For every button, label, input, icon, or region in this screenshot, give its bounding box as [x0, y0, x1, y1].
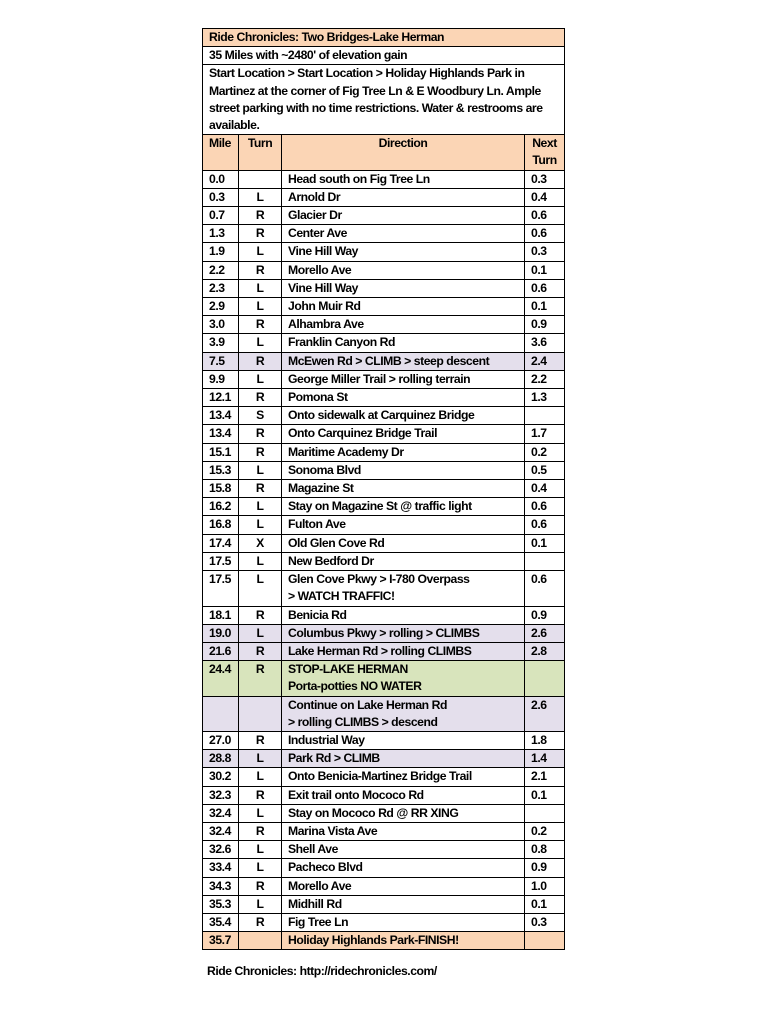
cue-row — [203, 768, 565, 786]
cue-direction: Stay on Mococo Rd @ RR XING — [282, 804, 525, 822]
cue-row — [203, 642, 565, 660]
cue-mile: 1.9 — [203, 243, 239, 261]
cue-mile: 35.3 — [203, 895, 239, 913]
cue-turn: L — [239, 461, 282, 479]
cue-next-turn: 0.4 — [525, 480, 565, 498]
cue-mile: 16.2 — [203, 498, 239, 516]
cue-next-turn: 0.8 — [525, 841, 565, 859]
cue-row — [203, 243, 565, 261]
cue-mile: 13.4 — [203, 407, 239, 425]
cue-row — [203, 516, 565, 534]
cue-next-turn: 1.7 — [525, 425, 565, 443]
cue-row — [203, 352, 565, 370]
cue-mile: 9.9 — [203, 370, 239, 388]
cue-mile: 0.7 — [203, 207, 239, 225]
cue-row — [203, 316, 565, 334]
column-header-row — [203, 135, 565, 170]
cue-next-turn: 0.6 — [525, 516, 565, 534]
cue-turn: L — [239, 841, 282, 859]
cue-row — [203, 932, 565, 950]
cue-turn: R — [239, 786, 282, 804]
cue-mile: 13.4 — [203, 425, 239, 443]
cue-next-turn: 0.1 — [525, 786, 565, 804]
cue-direction: Continue on Lake Herman Rd > rolling CLIMBS > descend — [282, 696, 525, 731]
cue-row — [203, 370, 565, 388]
cue-turn: L — [239, 370, 282, 388]
cue-row — [203, 552, 565, 570]
cue-mile: 17.4 — [203, 534, 239, 552]
cue-direction: Exit trail onto Mococo Rd — [282, 786, 525, 804]
cue-direction: Vine Hill Way — [282, 243, 525, 261]
cue-direction: Onto sidewalk at Carquinez Bridge — [282, 407, 525, 425]
cue-mile: 32.4 — [203, 804, 239, 822]
cue-row — [203, 498, 565, 516]
cue-mile: 3.0 — [203, 316, 239, 334]
cue-row — [203, 877, 565, 895]
cue-turn: L — [239, 188, 282, 206]
cue-next-turn: 0.9 — [525, 316, 565, 334]
cue-next-turn: 0.1 — [525, 261, 565, 279]
cue-mile: 35.7 — [203, 932, 239, 950]
cue-next-turn: 0.9 — [525, 859, 565, 877]
cue-direction: Fig Tree Ln — [282, 913, 525, 931]
cue-turn: R — [239, 316, 282, 334]
sheet-subtitle: 35 Miles with ~2480' of elevation gain — [203, 47, 565, 65]
cue-direction: Morello Ave — [282, 261, 525, 279]
cue-turn: R — [239, 606, 282, 624]
cue-next-turn: 0.6 — [525, 225, 565, 243]
cue-row — [203, 407, 565, 425]
cue-direction: Glen Cove Pkwy > I-780 Overpass > WATCH TRAFFIC! — [282, 571, 525, 606]
start-location-text: Start Location > Start Location > Holiday Highlands Park in Martinez at the corner of Fig Tree Ln & E Woodbury Ln. Ample street parking with no time restrictions. Water & restrooms are available. — [203, 65, 565, 135]
cue-turn: R — [239, 661, 282, 696]
cue-turn: R — [239, 225, 282, 243]
cue-direction: Lake Herman Rd > rolling CLIMBS — [282, 642, 525, 660]
cue-mile: 24.4 — [203, 661, 239, 696]
cue-mile: 33.4 — [203, 859, 239, 877]
cue-row — [203, 731, 565, 749]
cue-next-turn: 0.4 — [525, 188, 565, 206]
cue-row — [203, 624, 565, 642]
cue-turn: L — [239, 334, 282, 352]
cue-mile: 0.0 — [203, 170, 239, 188]
cue-turn — [239, 696, 282, 731]
cue-turn: L — [239, 804, 282, 822]
cue-row — [203, 661, 565, 696]
footer-credit: Ride Chronicles: http://ridechronicles.com/ — [207, 964, 437, 978]
cue-direction: Shell Ave — [282, 841, 525, 859]
cue-next-turn: 2.6 — [525, 696, 565, 731]
cue-turn: R — [239, 261, 282, 279]
cue-direction: Benicia Rd — [282, 606, 525, 624]
cue-next-turn: 0.6 — [525, 571, 565, 606]
cue-next-turn: 1.8 — [525, 731, 565, 749]
cue-turn: S — [239, 407, 282, 425]
cue-direction: Midhill Rd — [282, 895, 525, 913]
cue-mile: 2.9 — [203, 298, 239, 316]
cue-row — [203, 443, 565, 461]
cue-next-turn: 0.3 — [525, 913, 565, 931]
cue-mile: 12.1 — [203, 389, 239, 407]
cue-mile: 2.2 — [203, 261, 239, 279]
cue-next-turn: 2.4 — [525, 352, 565, 370]
start-location-row — [203, 65, 565, 135]
cue-row — [203, 913, 565, 931]
cue-next-turn — [525, 552, 565, 570]
cue-direction: Franklin Canyon Rd — [282, 334, 525, 352]
cue-mile: 32.4 — [203, 822, 239, 840]
cue-direction: Glacier Dr — [282, 207, 525, 225]
cue-next-turn: 0.1 — [525, 298, 565, 316]
cue-turn: R — [239, 877, 282, 895]
cue-turn: R — [239, 642, 282, 660]
cue-direction: Vine Hill Way — [282, 279, 525, 297]
cue-next-turn: 0.2 — [525, 443, 565, 461]
cue-mile: 1.3 — [203, 225, 239, 243]
cue-next-turn: 1.0 — [525, 877, 565, 895]
cue-next-turn: 0.6 — [525, 498, 565, 516]
cue-turn: L — [239, 859, 282, 877]
cue-direction: Holiday Highlands Park-FINISH! — [282, 932, 525, 950]
cue-direction: Marina Vista Ave — [282, 822, 525, 840]
cue-direction: Pacheco Blvd — [282, 859, 525, 877]
cue-mile: 18.1 — [203, 606, 239, 624]
cue-next-turn — [525, 804, 565, 822]
cue-next-turn: 0.3 — [525, 170, 565, 188]
cue-row — [203, 859, 565, 877]
cue-next-turn: 2.6 — [525, 624, 565, 642]
cue-mile: 28.8 — [203, 750, 239, 768]
cue-next-turn: 0.1 — [525, 534, 565, 552]
cue-turn: R — [239, 731, 282, 749]
cue-direction: John Muir Rd — [282, 298, 525, 316]
cue-mile: 0.3 — [203, 188, 239, 206]
cue-mile: 21.6 — [203, 642, 239, 660]
cue-mile: 15.1 — [203, 443, 239, 461]
cue-next-turn: 2.1 — [525, 768, 565, 786]
cue-direction: Fulton Ave — [282, 516, 525, 534]
cue-mile: 27.0 — [203, 731, 239, 749]
cue-turn: L — [239, 298, 282, 316]
cue-next-turn: 0.5 — [525, 461, 565, 479]
cue-row — [203, 822, 565, 840]
cue-row — [203, 895, 565, 913]
cue-turn: L — [239, 552, 282, 570]
cue-direction: Morello Ave — [282, 877, 525, 895]
cue-turn: R — [239, 822, 282, 840]
cue-mile: 34.3 — [203, 877, 239, 895]
cue-mile: 19.0 — [203, 624, 239, 642]
cue-direction: Maritime Academy Dr — [282, 443, 525, 461]
cue-next-turn: 2.8 — [525, 642, 565, 660]
cue-row — [203, 461, 565, 479]
cue-turn: L — [239, 750, 282, 768]
col-header-mile: Mile — [203, 135, 239, 170]
cue-next-turn: 0.3 — [525, 243, 565, 261]
cue-direction: STOP-LAKE HERMAN Porta-potties NO WATER — [282, 661, 525, 696]
cue-direction: Head south on Fig Tree Ln — [282, 170, 525, 188]
cue-mile: 2.3 — [203, 279, 239, 297]
cue-next-turn: 0.6 — [525, 207, 565, 225]
cue-turn — [239, 170, 282, 188]
cue-row — [203, 298, 565, 316]
cue-turn: L — [239, 895, 282, 913]
cue-direction: Industrial Way — [282, 731, 525, 749]
cue-row — [203, 170, 565, 188]
cue-mile: 17.5 — [203, 552, 239, 570]
cue-sheet-table — [202, 28, 565, 950]
cue-direction: George Miller Trail > rolling terrain — [282, 370, 525, 388]
cue-next-turn: 1.4 — [525, 750, 565, 768]
cue-turn: R — [239, 389, 282, 407]
cue-row — [203, 480, 565, 498]
cue-mile: 16.8 — [203, 516, 239, 534]
cue-row — [203, 841, 565, 859]
cue-row — [203, 804, 565, 822]
cue-direction: Park Rd > CLIMB — [282, 750, 525, 768]
cue-mile: 3.9 — [203, 334, 239, 352]
cue-turn: R — [239, 207, 282, 225]
cue-next-turn: 0.2 — [525, 822, 565, 840]
cue-mile: 15.3 — [203, 461, 239, 479]
cue-direction: Alhambra Ave — [282, 316, 525, 334]
cue-row — [203, 571, 565, 606]
cue-next-turn: 1.3 — [525, 389, 565, 407]
cue-direction: Sonoma Blvd — [282, 461, 525, 479]
cue-direction: Stay on Magazine St @ traffic light — [282, 498, 525, 516]
col-header-turn: Turn — [239, 135, 282, 170]
cue-turn: L — [239, 624, 282, 642]
cue-row — [203, 786, 565, 804]
cue-direction: Pomona St — [282, 389, 525, 407]
cue-row — [203, 750, 565, 768]
cue-row — [203, 334, 565, 352]
cue-next-turn: 3.6 — [525, 334, 565, 352]
cue-turn: L — [239, 498, 282, 516]
cue-turn: L — [239, 516, 282, 534]
title-row — [203, 29, 565, 47]
cue-mile — [203, 696, 239, 731]
cue-mile: 15.8 — [203, 480, 239, 498]
cue-turn: R — [239, 425, 282, 443]
cue-row — [203, 606, 565, 624]
cue-direction: Columbus Pkwy > rolling > CLIMBS — [282, 624, 525, 642]
cue-direction: Onto Carquinez Bridge Trail — [282, 425, 525, 443]
cue-direction: Magazine St — [282, 480, 525, 498]
cue-turn: X — [239, 534, 282, 552]
cue-next-turn — [525, 407, 565, 425]
cue-next-turn: 0.1 — [525, 895, 565, 913]
col-header-next-turn: Next Turn — [525, 135, 565, 170]
cue-mile: 35.4 — [203, 913, 239, 931]
cue-row — [203, 534, 565, 552]
cue-row — [203, 225, 565, 243]
cue-direction: Onto Benicia-Martinez Bridge Trail — [282, 768, 525, 786]
cue-mile: 32.3 — [203, 786, 239, 804]
cue-next-turn — [525, 932, 565, 950]
cue-turn: R — [239, 352, 282, 370]
cue-turn: L — [239, 243, 282, 261]
cue-turn: R — [239, 480, 282, 498]
cue-next-turn: 0.6 — [525, 279, 565, 297]
cue-next-turn: 2.2 — [525, 370, 565, 388]
cue-next-turn: 0.9 — [525, 606, 565, 624]
cue-direction: Center Ave — [282, 225, 525, 243]
cue-row — [203, 696, 565, 731]
cue-direction: Old Glen Cove Rd — [282, 534, 525, 552]
cue-direction: New Bedford Dr — [282, 552, 525, 570]
cue-turn — [239, 932, 282, 950]
cue-row — [203, 389, 565, 407]
sheet-title: Ride Chronicles: Two Bridges-Lake Herman — [203, 29, 565, 47]
cue-direction: Arnold Dr — [282, 188, 525, 206]
cue-mile: 17.5 — [203, 571, 239, 606]
cue-turn: R — [239, 913, 282, 931]
cue-turn: R — [239, 443, 282, 461]
cue-row — [203, 207, 565, 225]
cue-row — [203, 261, 565, 279]
cue-mile: 7.5 — [203, 352, 239, 370]
col-header-direction: Direction — [282, 135, 525, 170]
cue-row — [203, 425, 565, 443]
cue-row — [203, 188, 565, 206]
cue-direction: McEwen Rd > CLIMB > steep descent — [282, 352, 525, 370]
subtitle-row — [203, 47, 565, 65]
cue-turn: L — [239, 279, 282, 297]
cue-turn: L — [239, 768, 282, 786]
cue-mile: 32.6 — [203, 841, 239, 859]
cue-mile: 30.2 — [203, 768, 239, 786]
cue-turn: L — [239, 571, 282, 606]
cue-next-turn — [525, 661, 565, 696]
cue-row — [203, 279, 565, 297]
